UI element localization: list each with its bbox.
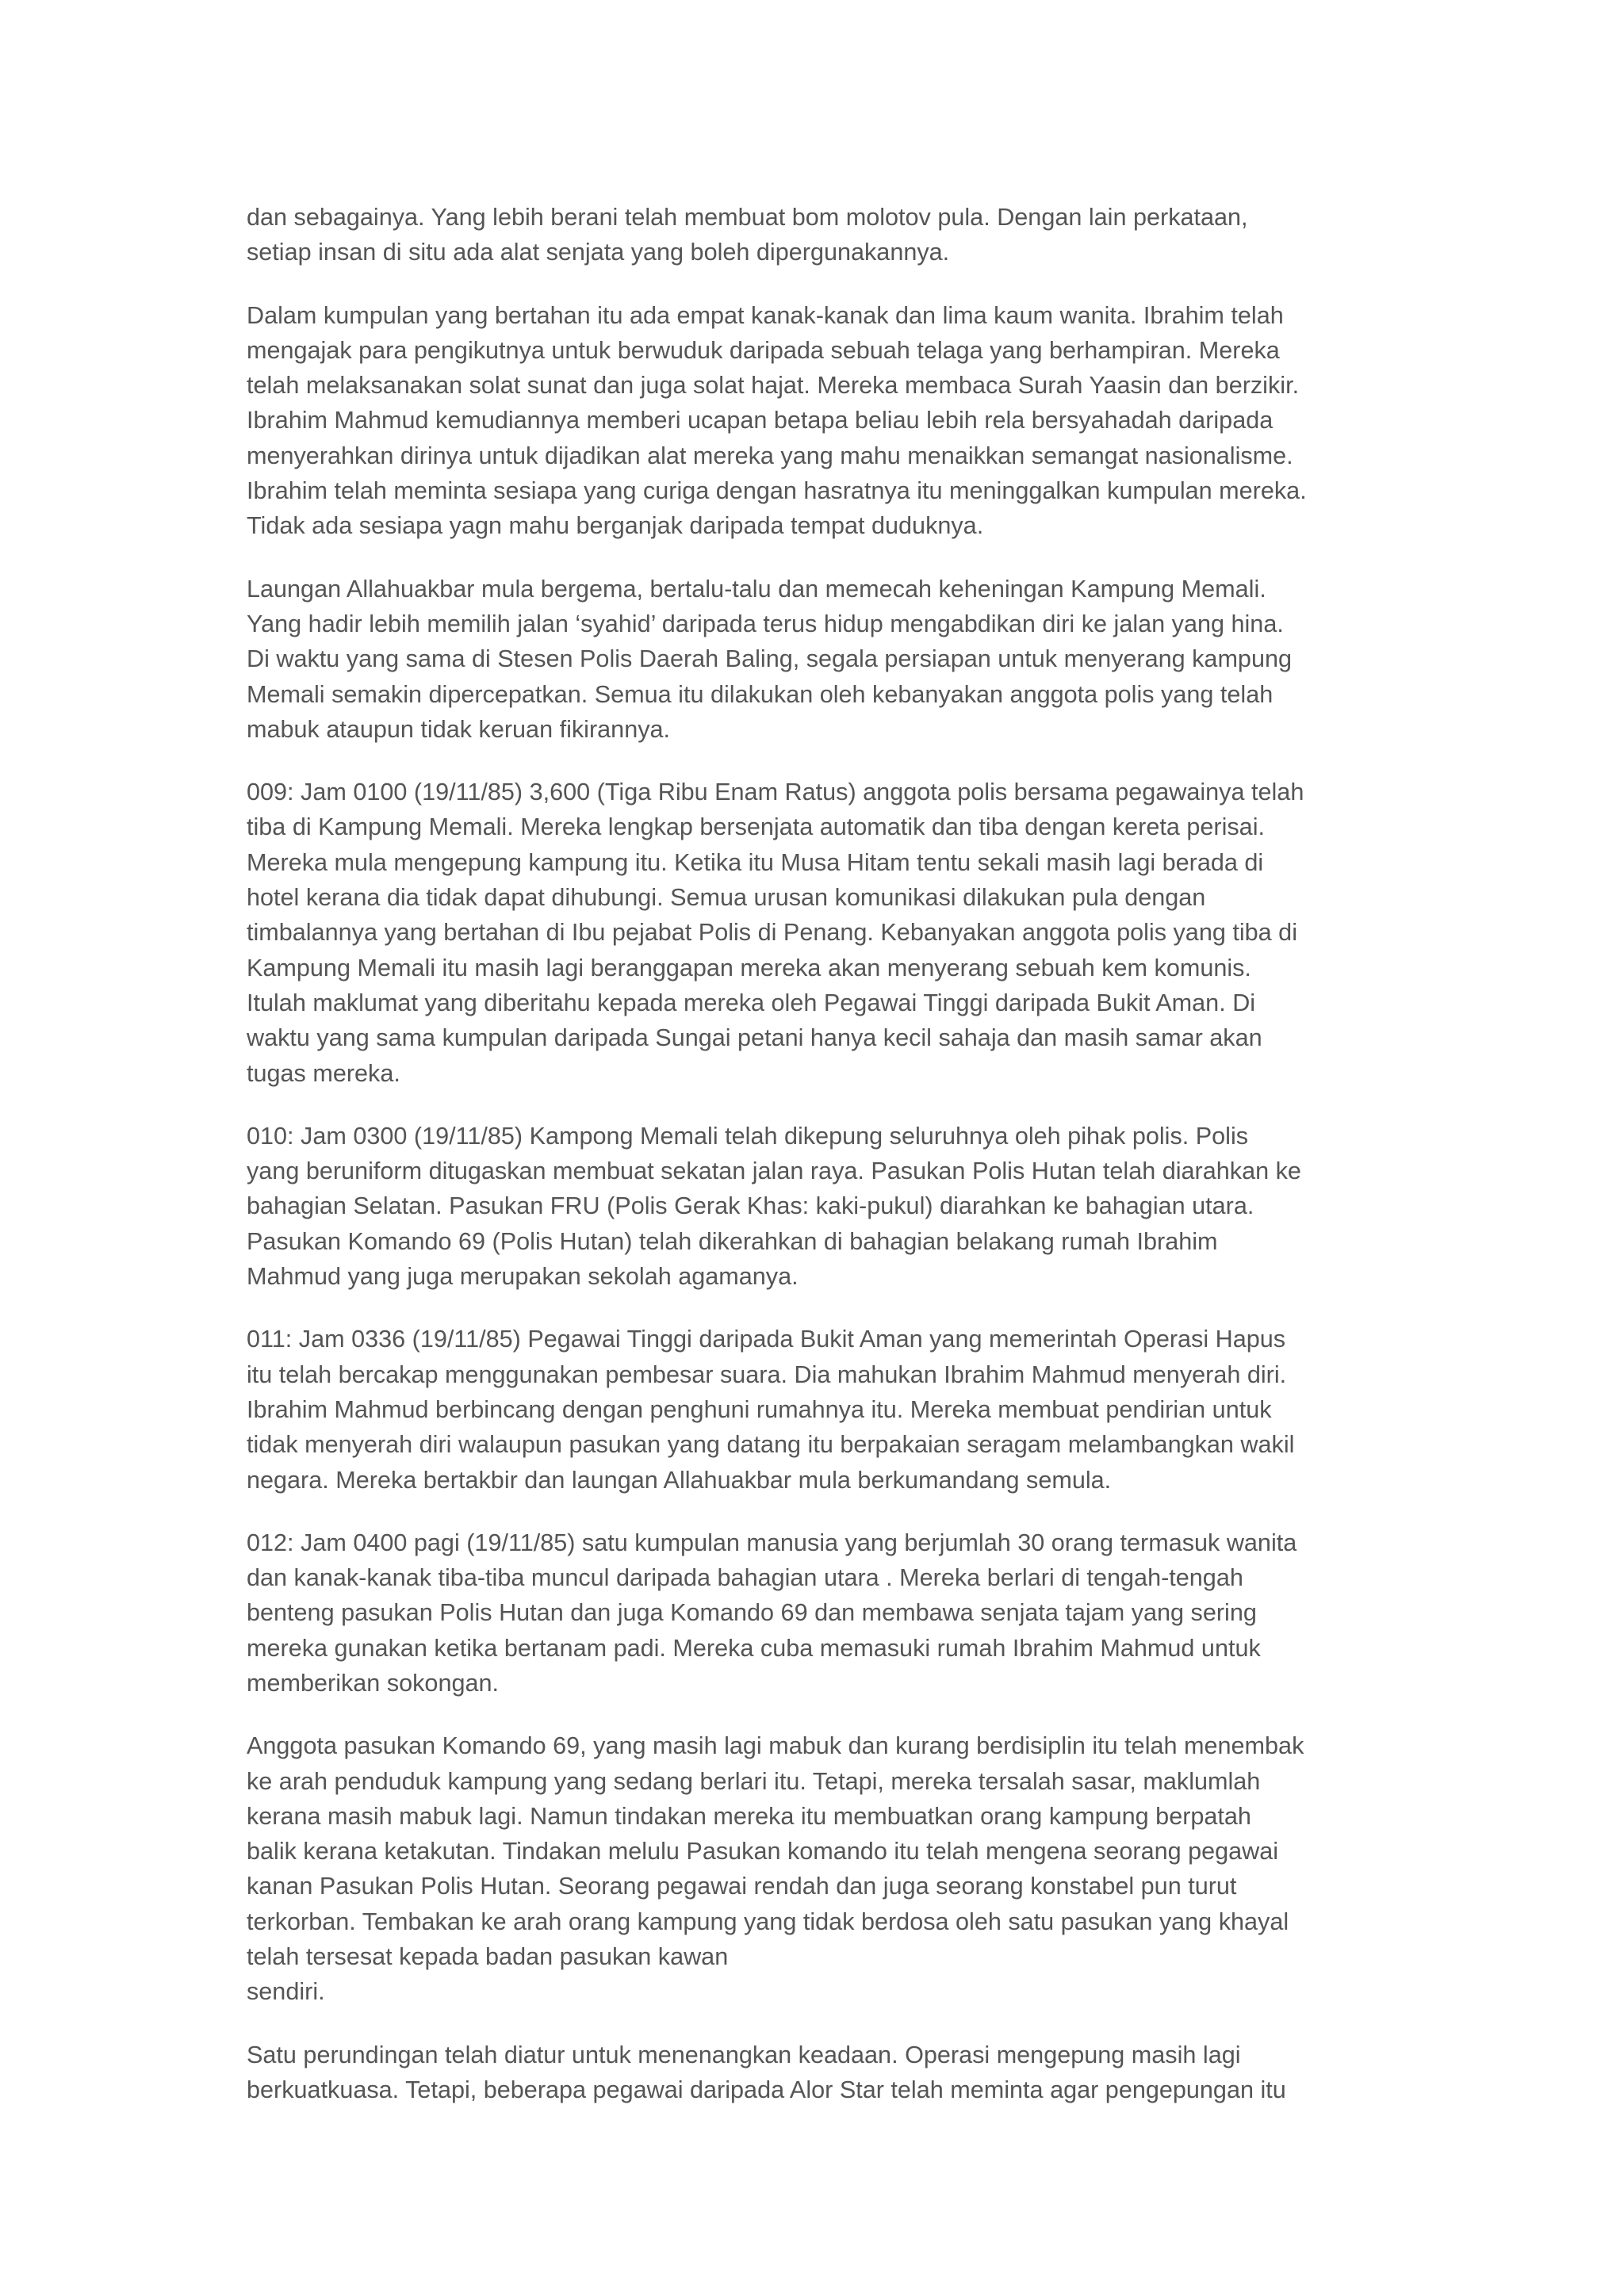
paragraph: 010: Jam 0300 (19/11/85) Kampong Memali telah dikepung seluruhnya oleh pihak polis. Polis yang beruniform ditugaskan membuat sekatan jalan raya. Pasukan Polis Hutan telah diarahkan ke bahagian Selatan. Pasukan FRU (Polis Gerak Khas: kaki-pukul) diarahkan ke bahagian utara. Pasukan Komando 69 (Polis Hutan) telah dikerahkan di bahagian belakang rumah Ibrahim Mahmud yang juga merupakan sekolah agamanya.: [247, 1122, 1301, 1291]
paragraph: 009: Jam 0100 (19/11/85) 3,600 (Tiga Ribu Enam Ratus) anggota polis bersama pegawainya telah tiba di Kampung Memali. Mereka lengkap bersenjata automatik dan tiba dengan kereta perisai. Mereka mula mengepung kampung itu. Ketika itu Musa Hitam tentu sekali masih lagi berada di hotel kerana dia tidak dapat dihubungi. Semua urusan komunikasi dilakukan pula dengan timbalannya yang bertahan di Ibu pejabat Polis di Penang. Kebanyakan anggota polis yang tiba di Kampung Memali itu masih lagi beranggapan mereka akan menyerang sebuah kem komunis. Itulah maklumat yang diberitahu kepada mereka oleh Pegawai Tinggi daripada Bukit Aman. Di waktu yang sama kumpulan daripada Sungai petani hanya kecil sahaja dan masih samar akan tugas mereka.: [247, 779, 1304, 1087]
paragraph: Anggota pasukan Komando 69, yang masih lagi mabuk dan kurang berdisiplin itu telah menembak ke arah penduduk kampung yang sedang berlari itu. Tetapi, mereka tersalah sasar, maklumlah kerana masih mabuk lagi. Namun tindakan mereka itu membuatkan orang kampung berpatah balik kerana ketakutan. Tindakan melulu Pasukan komando itu telah mengena seorang pegawai kanan Pasukan Polis Hutan. Seorang pegawai rendah dan juga seorang konstabel pun turut terkorban. Tembakan ke arah orang kampung yang tidak berdosa oleh satu pasukan yang khayal telah tersesat kepada badan pasukan kawan sendiri.: [247, 1732, 1304, 2006]
paragraph: Satu perundingan telah diatur untuk menenangkan keadaan. Operasi mengepung masih lagi berkuatkuasa. Tetapi, beberapa pegawai daripada Alor Star telah meminta agar pengepungan itu: [247, 2041, 1286, 2103]
paragraph: dan sebagainya. Yang lebih berani telah membuat bom molotov pula. Dengan lain perkataan, setiap insan di situ ada alat senjata yang boleh dipergunakannya.: [247, 204, 1248, 266]
paragraph: 011: Jam 0336 (19/11/85) Pegawai Tinggi daripada Bukit Aman yang memerintah Operasi Hapus itu telah bercakap menggunakan pembesar suara. Dia mahukan Ibrahim Mahmud menyerah diri. Ibrahim Mahmud berbincang dengan penghuni rumahnya itu. Mereka membuat pendirian untuk tidak menyerah diri walaupun pasukan yang datang itu berpakaian seragam melambangkan wakil negara. Mereka bertakbir dan laungan Allahuakbar mula berkumandang semula.: [247, 1326, 1295, 1494]
paragraph: Laungan Allahuakbar mula bergema, bertalu-talu dan memecah keheningan Kampung Memali. Yang hadir lebih memilih jalan ‘syahid’ daripada terus hidup mengabdikan diri ke jalan yang hina. Di waktu yang sama di Stesen Polis Daerah Baling, segala persiapan untuk menyerang kampung Memali semakin dipercepatkan. Semua itu dilakukan oleh kebanyakan anggota polis yang telah mabuk ataupun tidak keruan fikirannya.: [247, 575, 1292, 743]
paragraph: 012: Jam 0400 pagi (19/11/85) satu kumpulan manusia yang berjumlah 30 orang termasuk wanita dan kanak-kanak tiba-tiba muncul daripada bahagian utara . Mereka berlari di tengah-tengah benteng pasukan Polis Hutan dan juga Komando 69 dan membawa senjata tajam yang sering mereka gunakan ketika bertanam padi. Mereka cuba memasuki rumah Ibrahim Mahmud untuk memberikan sokongan.: [247, 1529, 1297, 1697]
paragraph: Dalam kumpulan yang bertahan itu ada empat kanak-kanak dan lima kaum wanita. Ibrahim telah mengajak para pengikutnya untuk berwuduk daripada sebuah telaga yang berhampiran. Mereka telah melaksanakan solat sunat dan juga solat hajat. Mereka membaca Surah Yaasin dan berzikir. Ibrahim Mahmud kemudiannya memberi ucapan betapa beliau lebih rela bersyahadah daripada menyerahkan dirinya untuk dijadikan alat mereka yang mahu menaikkan semangat nasionalisme. Ibrahim telah meminta sesiapa yang curiga dengan hasratnya itu meninggalkan kumpulan mereka. Tidak ada sesiapa yagn mahu berganjak daripada tempat duduknya.: [247, 301, 1307, 540]
document-page: [247, 200, 1388, 2135]
